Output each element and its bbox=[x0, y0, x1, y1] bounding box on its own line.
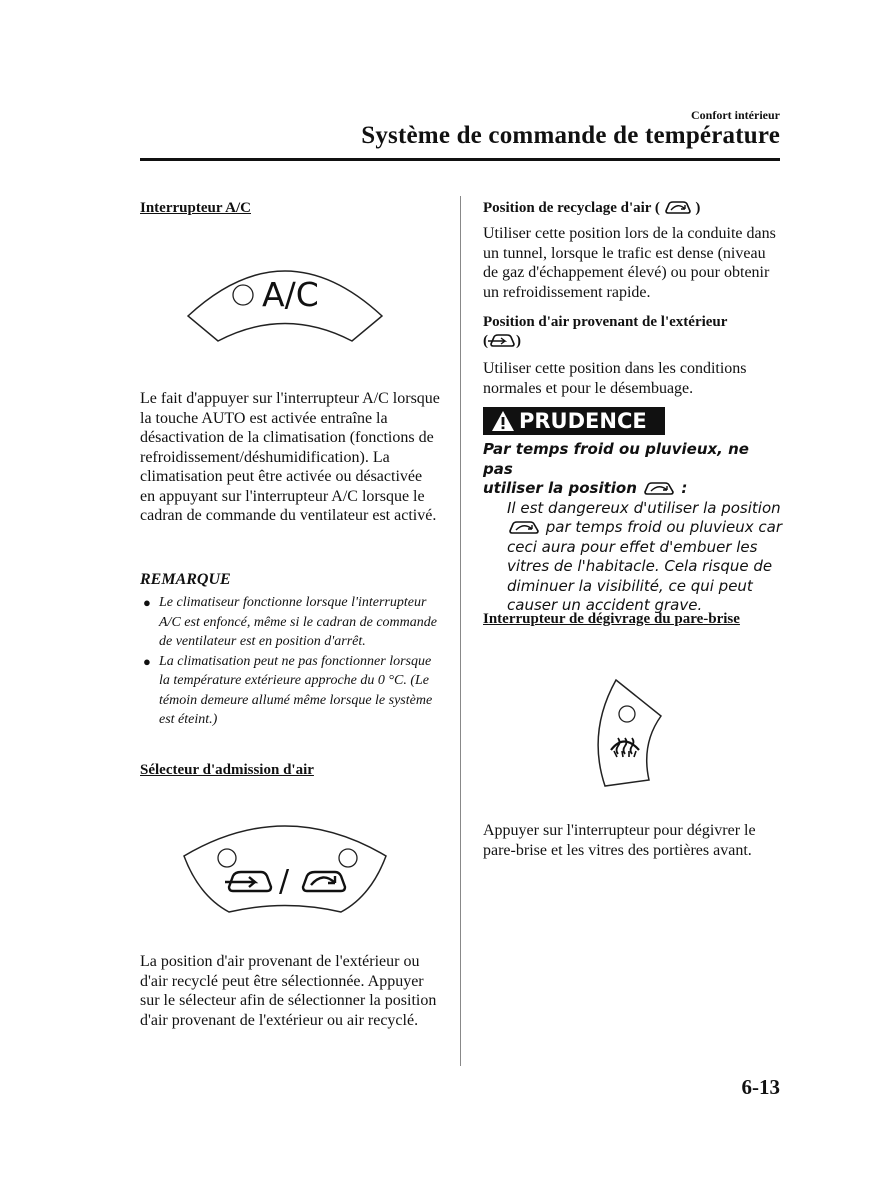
ac-switch-illustration bbox=[182, 256, 388, 344]
defroster-description: Appuyer sur l'interrupteur pour dégivrer le pare-brise et les vitres des portières avant. bbox=[483, 822, 756, 859]
indicator-lamp-icon bbox=[619, 706, 635, 722]
note-item bbox=[140, 652, 440, 730]
indicator-lamp-icon bbox=[339, 849, 357, 867]
note-item-text: Le climatiseur fonctionne lorsque l'interrupteur A/C est enfoncé, même si le cadran de commande de ventilateur est en position d'arrêt. bbox=[159, 595, 437, 649]
separator-slash: / bbox=[279, 864, 290, 899]
caution-label: PRUDENCE bbox=[519, 409, 647, 433]
caution-body-line: Il est dangereux d'utiliser la position bbox=[507, 498, 781, 517]
bullet: ● bbox=[143, 595, 151, 610]
column-divider bbox=[460, 196, 461, 1066]
title-divider bbox=[140, 158, 780, 161]
recirculation-air-icon bbox=[664, 199, 692, 215]
note-title: REMARQUE bbox=[140, 571, 231, 588]
caution-body-text: par temps froid ou pluvieux car bbox=[545, 518, 783, 536]
heading-paren: ) bbox=[695, 200, 701, 216]
caution-head-text: : bbox=[681, 479, 688, 497]
air-intake-heading: Sélecteur d'admission d'air bbox=[140, 762, 314, 778]
page-number: 6-13 bbox=[741, 1075, 780, 1099]
recirculation-description: Utiliser cette position lors de la conduite dans un tunnel, lorsque le trafic est dense (niveau de gaz d'échappement élevé) ou pour obtenir un refroidissement rapide. bbox=[483, 225, 776, 301]
recirculation-heading-text: Position de recyclage d'air ( bbox=[483, 200, 660, 216]
caution-head-line: Par temps froid ou pluvieux, ne pas bbox=[483, 440, 749, 478]
note-item bbox=[140, 593, 440, 652]
outside-air-heading-text: Position d'air provenant de l'extérieur bbox=[483, 314, 728, 330]
recirculation-air-icon bbox=[642, 480, 676, 496]
outside-air-description: Utiliser cette position dans les conditions normales et pour le désembuage. bbox=[483, 360, 747, 397]
note-item-text: La climatisation peut ne pas fonctionner lorsque la température extérieure approche du 0 °C. (Le témoin demeure allumé même lorsque le système est éteint.) bbox=[159, 653, 433, 727]
defroster-panel bbox=[598, 680, 661, 786]
defroster-heading: Interrupteur de dégivrage du pare-brise bbox=[483, 611, 740, 627]
note-list bbox=[140, 593, 440, 730]
heading-paren: ( bbox=[483, 333, 488, 349]
recirculation-air-icon bbox=[507, 519, 541, 535]
indicator-lamp-icon bbox=[233, 285, 253, 305]
ac-button-label: A/C bbox=[262, 275, 319, 314]
page-title: Système de commande de température bbox=[361, 122, 780, 149]
caution-body-line: ceci aura pour effet d'embuer les vitres de l'habitacle. Cela risque de diminuer la visibilité, ce qui peut causer un accident grave. bbox=[507, 537, 773, 614]
caution-badge bbox=[483, 407, 665, 435]
section-label: Confort intérieur bbox=[691, 108, 780, 122]
caution-body-line bbox=[507, 518, 783, 538]
recirculation-heading bbox=[483, 199, 783, 217]
caution-body bbox=[483, 499, 783, 616]
caution-text bbox=[483, 440, 783, 616]
outside-air-icon bbox=[488, 332, 516, 348]
ac-switch-heading: Interrupteur A/C bbox=[140, 200, 251, 216]
caution-head-line bbox=[483, 479, 783, 499]
bullet: ● bbox=[143, 653, 151, 669]
outside-air-heading bbox=[483, 314, 783, 350]
defroster-switch-illustration bbox=[593, 678, 665, 790]
ac-description: Le fait d'appuyer sur l'interrupteur A/C lorsque la touche AUTO est activée entraîne la désactivation de la climatisation (fonctions de refroidissement/déshumidification). La climatisation peut être activée ou désactivée en appuyant sur l'interrupteur A/C lorsque le cadran de commande du ventilateur est activé. bbox=[140, 390, 440, 524]
air-intake-description: La position d'air provenant de l'extérieur ou d'air recyclé peut être sélectionnée. Appuyer sur le sélecteur afin de sélectionner la position d'air provenant de l'extérieur ou air recyclé. bbox=[140, 953, 437, 1029]
warning-triangle-icon bbox=[491, 410, 515, 432]
heading-paren: ) bbox=[516, 333, 521, 349]
indicator-lamp-icon bbox=[218, 849, 236, 867]
air-intake-selector-illustration bbox=[181, 822, 389, 916]
caution-head-text: utiliser la position bbox=[483, 479, 637, 497]
